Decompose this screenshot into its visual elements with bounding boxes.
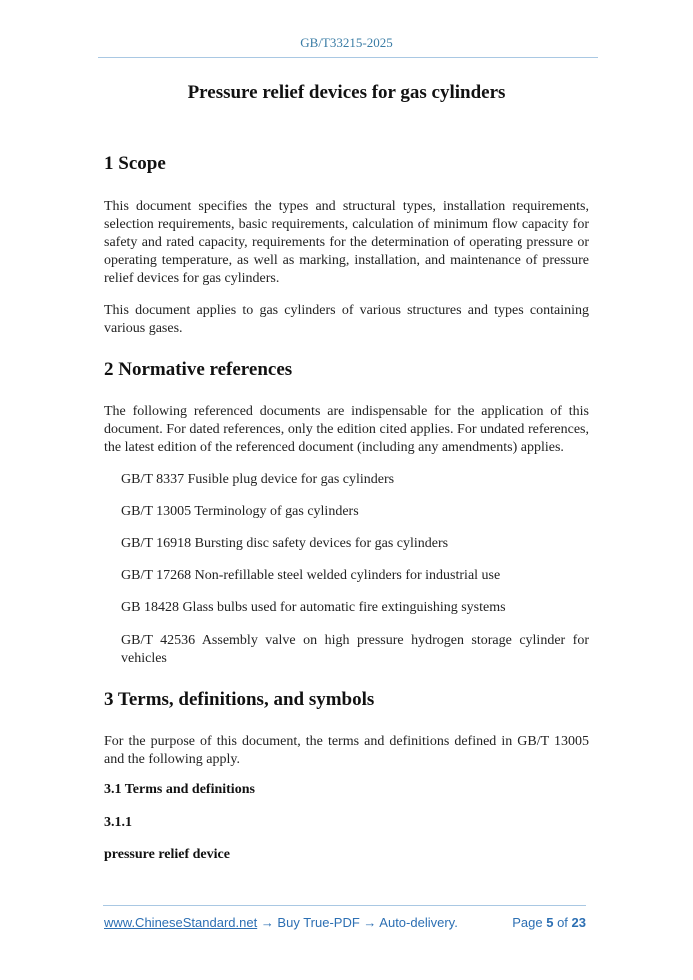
- section-heading-scope: 1 Scope: [104, 153, 166, 174]
- terms-intro: For the purpose of this document, the terms and definitions defined in GB/T 13005 and the following apply.: [104, 734, 589, 767]
- website-link[interactable]: www.ChineseStandard.net: [104, 915, 258, 930]
- standard-code: GB/T33215-2025: [300, 35, 393, 50]
- document-title: Pressure relief devices for gas cylinders: [187, 82, 506, 103]
- page-total: 23: [571, 915, 586, 930]
- section-heading-terms: 3 Terms, definitions, and symbols: [104, 689, 375, 710]
- scope-paragraph-2: This document applies to gas cylinders of various structures and types containing various gases.: [104, 303, 589, 336]
- page-label: Page: [512, 915, 543, 930]
- page-footer: [104, 915, 586, 930]
- subsection-heading-terms-definitions: 3.1 Terms and definitions: [104, 782, 255, 797]
- reference-item: GB 18428 Glass bulbs used for automatic fire extinguishing systems: [121, 600, 506, 615]
- normative-references-intro: The following referenced documents are indispensable for the application of this document. For dated references, only the edition cited applies. For undated references, the latest edition of the referenced document (including any amendments) applies.: [104, 404, 589, 455]
- footer-divider: [103, 905, 586, 906]
- footer-promo-text: → Buy True-PDF → Auto-delivery.: [257, 915, 458, 930]
- page-current: 5: [546, 915, 554, 930]
- term-name: pressure relief device: [104, 847, 230, 862]
- clause-number: 3.1.1: [104, 815, 132, 830]
- scope-paragraph-1: This document specifies the types and structural types, installation requirements, selection requirements, basic requirements, calculation of minimum flow capacity for safety and rated capacity, requirements for the determination of operating pressure or operating temperature, as well as marking, installation, and maintenance of pressure relief devices for gas cylinders.: [104, 199, 589, 286]
- reference-item: GB/T 17268 Non-refillable steel welded cylinders for industrial use: [121, 568, 501, 583]
- reference-item: GB/T 16918 Bursting disc safety devices for gas cylinders: [121, 536, 449, 551]
- reference-item: GB/T 13005 Terminology of gas cylinders: [121, 504, 359, 519]
- section-heading-normative-references: 2 Normative references: [104, 359, 293, 380]
- reference-item: GB/T 42536 Assembly valve on high pressure hydrogen storage cylinder for vehicles: [121, 633, 589, 666]
- page-indicator: [512, 915, 586, 930]
- header-divider: [98, 57, 598, 58]
- reference-item: GB/T 8337 Fusible plug device for gas cylinders: [121, 472, 395, 487]
- page-of: of: [557, 915, 568, 930]
